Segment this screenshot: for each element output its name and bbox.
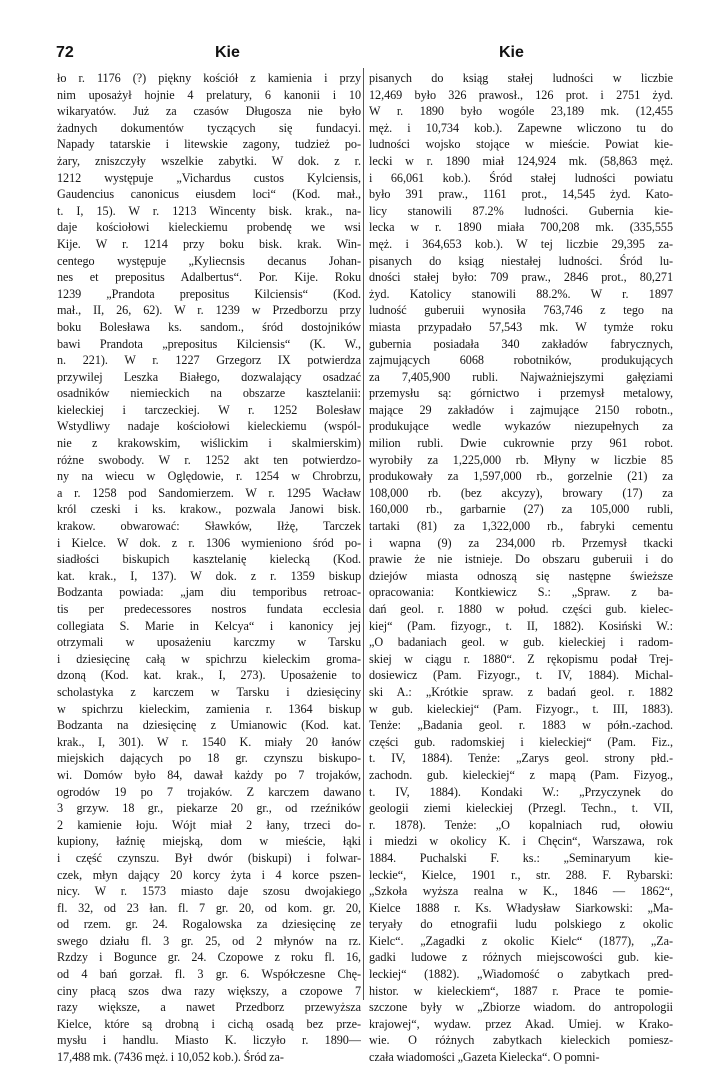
text-line: ło r. 1176 (?) piękny kościół z kamienia i przy: [57, 71, 361, 85]
text-line: Napady tatarskie i litewskie zagony, tudzież po-: [57, 137, 361, 152]
text-line: wikaryatów. Już za czasów Długosza nie było: [57, 104, 361, 119]
text-line: kieleckiej i tarczeckiej. W r. 1252 Bolesław: [57, 402, 361, 417]
text-line: 17,488 mk. (7436 męż. i 10,052 kob.). Śród za-: [57, 1050, 284, 1065]
text-line: mające 29 zakładów i zajmujące 2150 robotn.,: [369, 402, 673, 417]
text-line: wie. O różnych zabytkach kieleckich pomiesz-: [369, 1033, 673, 1048]
text-line: ski A.: „Krótkie spraw. z badań geol. r. 1882: [369, 684, 673, 699]
text-line: Kielce 1888 r. Ks. Władysław Siarkowski: „Ma-: [369, 900, 673, 915]
text-line: dosiewicz (Pam. Fizyogr., t. IV, 1884). Michal-: [369, 668, 673, 683]
text-line: czała wiadomości „Gazeta Kielecka“. O pomni-: [369, 1050, 600, 1065]
text-line: od 4 bań gorzał. fl. 3 gr. 6. Współczesne Chę-: [57, 967, 361, 982]
text-line: Kielc“. „Zagadki z okolic Kielc“ (1877), „Za-: [369, 933, 673, 948]
text-line: milion rubli. Dwie cukrownie przy 961 robot.: [369, 436, 673, 451]
text-line: za 7,405,900 rubli. Najważniejszymi gałęziami: [369, 369, 673, 384]
text-line: mysłu i handlu. Miasto K. liczyło r. 1890—: [57, 1033, 361, 1048]
text-line: Wstydliwy nadaje kościołowi kieleckiemu (wspól-: [57, 419, 361, 434]
text-line: Bodzanta powiada: „jam diu temporibus retroac-: [57, 585, 361, 600]
text-line: t. IV, 1884). Kondaki W.: „Przyczynek do: [369, 784, 673, 799]
text-line: t. I, 15). W r. 1213 Wincenty bisk. krak., na-: [57, 203, 361, 218]
text-line: „Szkoła wyższa realna w K., 1846 — 1862“,: [369, 884, 673, 899]
text-line: otrzymali w uposażeniu karczmy w Tarsku: [57, 635, 361, 650]
text-line: daje kościołowi kieleckiemu probendę we wsi: [57, 220, 361, 235]
text-line: leckie“, Kielce, 1901 r., str. 288. F. Rybarski:: [369, 867, 673, 882]
text-line: osadników niemieckich na obszarze kasztelanii:: [57, 386, 361, 401]
text-line: męż. i 364,653 kob.). W tej liczbie 29,395 za-: [369, 236, 673, 251]
text-line: „O badaniach geol. w gub. kieleckiej i radom-: [369, 635, 673, 650]
text-line: ciny płacą szos dwa razy większy, a czopowe 7: [57, 983, 361, 998]
text-line: tis per predecessores nostros fundata ecclesia: [57, 602, 361, 616]
text-line: licy stanowili 87.2% ludności. Gubernia kie-: [369, 203, 673, 218]
text-line: tartaki (81) za 1,322,000 rb., fabryki cementu: [369, 519, 673, 534]
text-line: i część czynszu. Był dwór (biskupi) i folwar-: [57, 850, 361, 865]
text-line: 3 grzyw. 18 gr., piekarze 20 gr., od rzeźników: [57, 801, 361, 816]
text-line: swego działu fl. 3 gr. 25, od 2 młynów na rz.: [57, 933, 361, 948]
text-line: miejskich dających po 18 gr. czynszu biskupo-: [57, 751, 361, 766]
running-head-right: Kie: [499, 44, 524, 61]
text-line: ny na wiecu w Oględowie, r. 1254 w Chrobrzu,: [57, 469, 361, 484]
text-line: 1212 występuje „Vichardus custos Kylciensis,: [57, 170, 361, 185]
text-line: teryały do etnografii ludu polskiego z okolic: [369, 917, 673, 932]
text-line: i 66,061 kob.). Śród stałej ludności powiatu: [369, 170, 673, 185]
right-text-column: [369, 70, 673, 1066]
text-line: bawi Prandota „prepositus Kilciensis“ (K. W.,: [57, 336, 361, 351]
text-line: a r. 1258 pod Sandomierzem. W r. 1295 Wacław: [57, 485, 361, 500]
text-line: 12,469 było 326 prawosł., 126 prot. i 2751 żyd.: [369, 87, 673, 102]
text-line: centego występuje „Kyliecnsis decanus Johan-: [57, 253, 361, 268]
text-line: 1884. Puchalski F. ks.: „Seminaryum kie-: [369, 850, 673, 865]
text-line: części gub. radomskiej i kieleckiej“ (Pam. Fiz.,: [369, 734, 673, 749]
text-line: 108,000 rb. (bez akcyzy), browary (17) za: [369, 485, 673, 500]
text-line: produkowały za 1,597,000 rb., gorzelnie (21) za: [369, 469, 673, 484]
running-head-left: Kie: [215, 44, 240, 61]
text-line: geologii ziemi kieleckiej (Przegl. Techn., t. VII,: [369, 801, 673, 816]
text-line: scholastyka z karczem w Tarsku i dziesięciny: [57, 684, 361, 699]
text-line: dań geol. r. 1880 w połud. części gub. kielec-: [369, 602, 673, 616]
text-line: i dziesięcinę całą w spichrzu kieleckim groma-: [57, 651, 361, 666]
text-line: prawie że nie istnieje. Do obszaru guberuii i do: [369, 552, 673, 567]
text-line: lecka w r. 1890 miała 700,208 mk. (335,555: [369, 220, 673, 235]
text-line: szczone były w „Zbiorze wiadom. do antropologii: [369, 1000, 673, 1015]
text-line: żary, zniszczyły wszelkie zabytki. W dok. z r.: [57, 153, 361, 168]
text-line: opracowania: Kontkiewicz S.: „Spraw. z ba-: [369, 585, 673, 600]
text-line: żyd. Katolicy stanowili 88.2%. W r. 1897: [369, 286, 673, 301]
text-line: Tenże: „Badania geol. r. 1883 w półn.-zachod.: [369, 718, 673, 733]
text-line: zajmujących 6068 robotników, produkujących: [369, 353, 673, 368]
page-number: 72: [56, 44, 74, 61]
text-line: było 391 praw., 1161 prot., 14,545 żyd. Kato-: [369, 187, 673, 202]
text-line: 160,000 rb., garbarnie (27) za 105,000 rubli,: [369, 502, 673, 517]
text-line: przemysłu są: górnictwo i przemysł metalowy,: [369, 386, 673, 401]
text-line: nie z krakowskim, wiślickim i skalmierskim): [57, 436, 361, 451]
text-line: od rzem. gr. 24. Rogalowska za dziesięcinę ze: [57, 917, 361, 932]
text-line: pisanych do ksiąg niestałej ludności. Śród lu-: [369, 253, 673, 268]
text-line: 1239 „Prandota prepositus Kilciensis“ (Kod.: [57, 286, 361, 301]
text-line: zachodn. gub. kieleckiej“ z mapą (Pam. Fizyog.,: [369, 767, 673, 782]
text-line: wi. Domów było 84, dawał każdy po 7 trojaków,: [57, 767, 361, 782]
text-line: pisanych do ksiąg stałej ludności w liczbie: [369, 71, 673, 85]
text-line: dności stałej było: 709 praw., 2846 prot., 80,271: [369, 270, 673, 285]
text-line: razy większe, a nawet Przedborz przewyższa: [57, 1000, 361, 1015]
text-line: różne swobody. W r. 1252 akt ten potwierdzo-: [57, 452, 361, 467]
text-line: ludności wojsko stojące w mieście. Powiat kie-: [369, 137, 673, 152]
text-line: w spichrzu kieleckim, zamienia r. 1364 biskup: [57, 701, 361, 716]
text-line: histor. w kieleckiem“, 1887 r. Prace te pomie-: [369, 983, 673, 998]
text-line: Kije. W r. 1214 przy boku bisk. krak. Win-: [57, 236, 361, 251]
text-line: i Kielce. W dok. z r. 1306 wymieniono śród po-: [57, 535, 361, 550]
text-line: żadnych dokumentów tyczących się fundacyi.: [57, 120, 361, 135]
text-line: n. 221). W r. 1227 Grzegorz IX potwierdza: [57, 353, 361, 368]
text-line: czek, młyn dający 20 korcy żyta i 4 korce pszen-: [57, 867, 361, 882]
text-line: i wapna (9) za 234,000 rb. Przemysł tkacki: [369, 535, 673, 550]
column-divider: [363, 68, 364, 1000]
left-text-column: [57, 70, 361, 1066]
text-line: Bodzanta na dziesięcinę z Umianowic (Kod. kat.: [57, 718, 361, 733]
text-line: ludność guberuii wynosiła 763,746 z tego na: [369, 303, 673, 318]
text-line: dzoną (Kod. kat. krak., I, 273). Uposażenie to: [57, 668, 361, 683]
text-line: nim uposażył hojnie 4 prelatury, 6 kanonii i 10: [57, 87, 361, 102]
text-line: w gub. kieleckiej“ (Pam. Fizyogr., t. III, 1883).: [369, 701, 673, 716]
text-line: r. 1878). Tenże: „O kopalniach rud, ołowiu: [369, 817, 673, 832]
text-line: boku Bolesława ks. sandom., śród dostojników: [57, 319, 361, 334]
text-line: wyrobiły za 1,225,000 rb. Młyny w liczbie 85: [369, 452, 673, 467]
text-line: przywilej Leszka Białego, dozwalający osadzać: [57, 369, 361, 384]
text-line: produkujące wedle wykazów niezupełnych za: [369, 419, 673, 434]
text-line: W r. 1890 było wogóle 23,189 mk. (12,455: [369, 104, 673, 119]
text-line: lecki w r. 1890 miał 124,924 mk. (58,863 męż.: [369, 153, 673, 168]
text-line: dziejów miasta odnoszą się następne świeższe: [369, 568, 673, 583]
text-line: i miedzi w okolicy K. i Chęcin“, Warszawa, rok: [369, 834, 673, 849]
text-line: Kielce, które są drobną i cichą osadą bez prze-: [57, 1016, 361, 1031]
text-line: fl. 32, od 23 łan. fl. 7 gr. 20, od kom. gr. 20,: [57, 900, 361, 915]
text-line: 2 kamienie łoju. Wójt miał 2 łany, trzeci do-: [57, 817, 361, 832]
text-line: krajowej“, wydaw. przez Akad. Umiej. w Krako-: [369, 1016, 673, 1031]
text-line: t. IV, 1884). Tenże: „Zarys geol. strony płd.-: [369, 751, 673, 766]
text-line: collegiata S. Marie in Kelcya“ i kanonicy jej: [57, 618, 361, 633]
text-line: Gaudencius canonicus eiusdem loci“ (Kod. mał.,: [57, 187, 361, 202]
text-line: skiej w ciągu r. 1880“. Z rękopismu podał Trej-: [369, 651, 673, 666]
text-line: kiej“ (Pam. fizyogr., t. II, 1882). Kosiński W.:: [369, 618, 673, 633]
text-line: nicy. W r. 1573 miasto daje szosu dwojakiego: [57, 884, 361, 899]
text-line: siadłości biskupich kasztelanię kielecką (Kod.: [57, 552, 361, 567]
text-line: leckiej“ (1882). „Wiadomość o zabytkach pred-: [369, 967, 673, 982]
text-line: gadki ludowe z różnych miejscowości gub. kie-: [369, 950, 673, 965]
text-line: król czeski i ks. krakow., pozwala Janowi bisk.: [57, 502, 361, 517]
text-line: męż. i 10,734 kob.). Zapewne wliczono tu do: [369, 120, 673, 135]
text-line: nes et prepositus Adalbertus“. Por. Kije. Roku: [57, 270, 361, 285]
text-line: kat. krak., I, 137). W dok. z r. 1359 biskup: [57, 568, 361, 583]
text-line: mał., II, 26, 62). W r. 1239 w Przedborzu przy: [57, 303, 361, 318]
text-line: gubernia posiadała 340 zakładów fabrycznych,: [369, 336, 673, 351]
text-line: krakow. obwarować: Sławków, Iłżę, Tarczek: [57, 519, 361, 534]
text-line: kupiony, łaźnię miejską, dom w mieście, łąki: [57, 834, 361, 849]
text-line: miasta przypadało 57,543 mk. W tymże roku: [369, 319, 673, 334]
text-line: krak., I, 301). W r. 1540 K. miały 20 łanów: [57, 734, 361, 749]
text-line: Rzdzy i Bogunce gr. 24. Czopowe z roku fl. 16,: [57, 950, 361, 965]
text-line: ogrodów 19 po 7 trojaków. Z karczem dawano: [57, 784, 361, 799]
